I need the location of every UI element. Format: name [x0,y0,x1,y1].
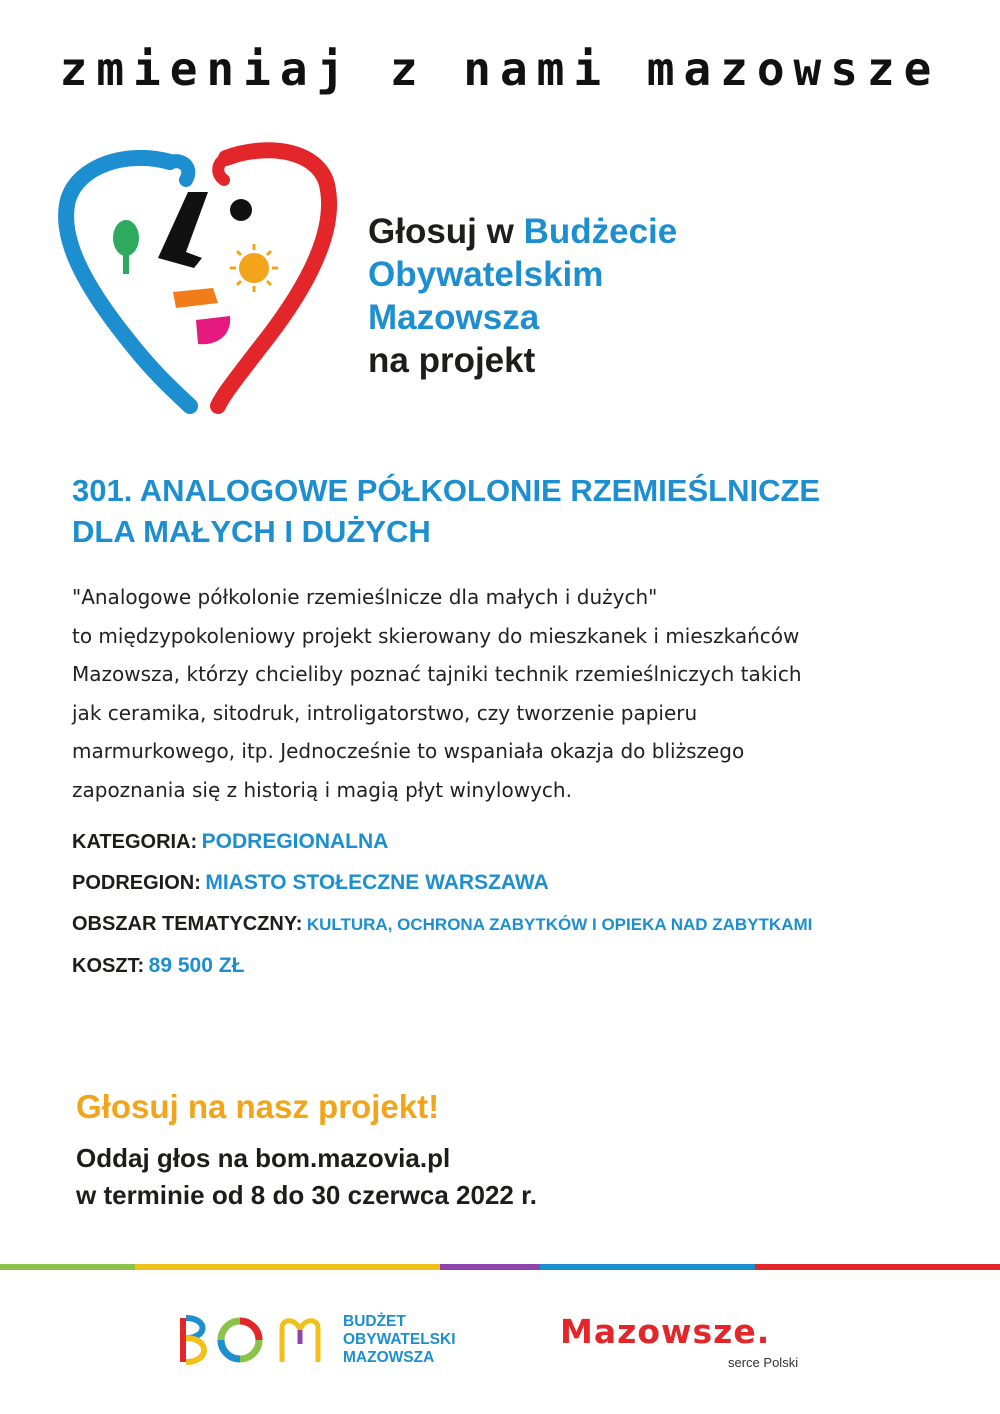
headline-line2: Obywatelskim [368,255,604,294]
description-line: marmurkowego, itp. Jednocześnie to wspaniała okazja do bliższego [72,739,745,763]
nose-shape [158,192,208,268]
theme-value: KULTURA, OCHRONA ZABYTKÓW I OPIEKA NAD ZABYTKAMI [306,915,813,934]
tree-icon [113,220,139,274]
description-line: jak ceramika, sitodruk, introligatorstwo, czy tworzenie papieru [72,700,698,725]
pink-lip-shape [196,316,230,344]
mazowsze-tagline: serce Polski [728,1355,799,1370]
description-line: "Analogowe półkolonie rzemieślnicze dla małych i dużych" [72,585,658,609]
stripe-green [0,1264,135,1270]
stripe-red [755,1264,1000,1270]
bom-line3: MAZOWSZA [343,1349,435,1366]
sun-icon [230,244,278,292]
headline-line1-dark: Głosuj w [368,212,524,251]
cost-row [72,954,244,978]
project-description [72,578,952,809]
eye-dot [230,199,252,221]
theme-label: OBSZAR TEMATYCZNY: [72,913,303,935]
category-row [72,830,388,854]
heart-face-logo [58,140,348,430]
mazowsze-logo: Mazowsze. [560,1312,771,1351]
headline-line4: na projekt [368,341,536,380]
bom-line2: OBYWATELSKI [343,1331,456,1348]
heart-red-half [218,150,329,406]
project-title-line1: 301. ANALOGOWE PÓŁKOLONIE RZEMIEŚLNICZE [72,473,821,508]
category-label: KATEGORIA: [72,831,198,853]
stripe-yellow [135,1264,440,1270]
heart-blue-half [66,158,190,406]
cta-title: Głosuj na nasz projekt! [76,1088,440,1125]
subregion-label: PODREGION: [72,872,201,894]
category-value: PODREGIONALNA [201,830,389,853]
stripe-blue [540,1264,755,1270]
description-line: Mazowsza, którzy chcieliby poznać tajniki technik rzemieślniczych takich [72,662,802,686]
heart-red-inner [218,158,226,180]
headline-line3: Mazowsza [368,298,540,337]
bom-text [343,1313,456,1367]
slogan: zmieniaj z nami mazowsze [59,42,941,96]
cta-line1: Oddaj głos na bom.mazovia.pl [76,1143,451,1173]
stripe-purple [440,1264,540,1270]
bom-line1: BUDŻET [343,1313,406,1330]
cost-value: 89 500 ZŁ [148,954,245,977]
cta-details [76,1140,537,1214]
subregion-row [72,871,549,895]
theme-row [72,913,812,936]
cta-line2: w terminie od 8 do 30 czerwca 2022 r. [76,1180,537,1210]
color-stripe [0,1264,1000,1270]
cost-label: KOSZT: [72,955,145,977]
headline [368,210,788,382]
orange-lip-shape [173,288,218,308]
bom-logo-icon [178,1314,338,1366]
heart-blue-top [170,161,188,180]
description-line: zapoznania się z historią i magią płyt winylowych. [72,777,572,802]
subregion-value: MIASTO STOŁECZNE WARSZAWA [205,871,549,894]
project-title-line2: DLA MAŁYCH I DUŻYCH [72,514,431,549]
description-line: to międzypokoleniowy projekt skierowany do mieszkanek i mieszkańców [72,623,800,648]
headline-line1-blue: Budżecie [523,212,678,251]
project-title [72,470,952,552]
